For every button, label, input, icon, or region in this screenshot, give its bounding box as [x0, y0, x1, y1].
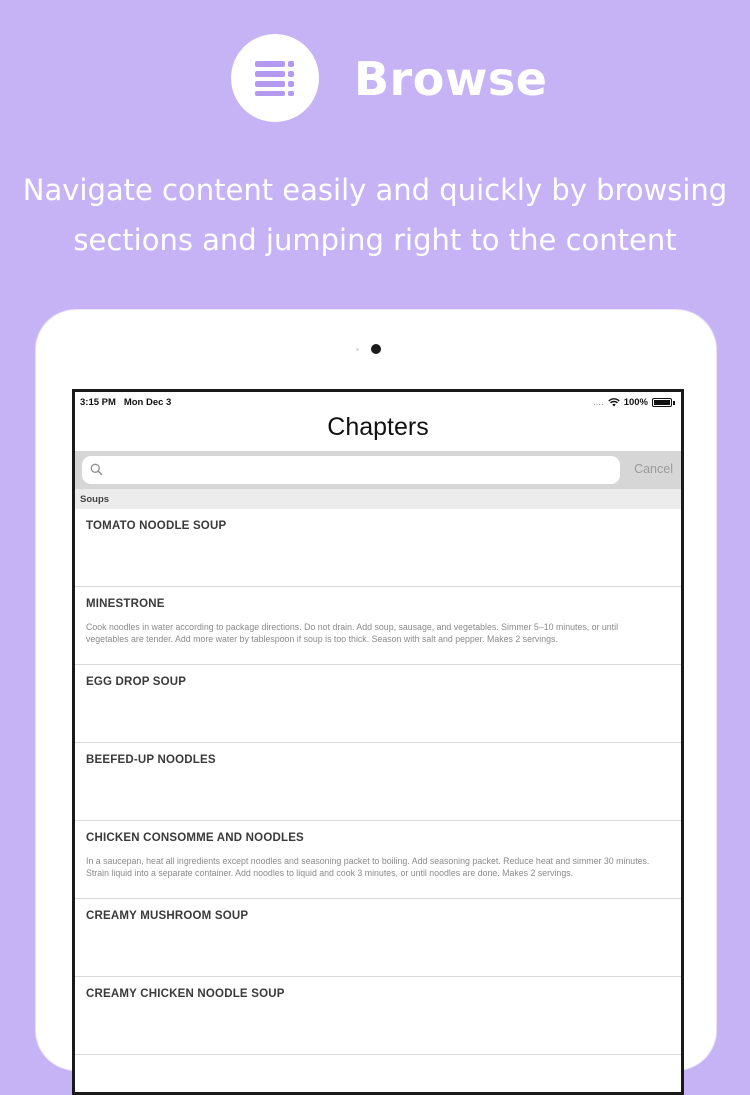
list-item[interactable] — [75, 509, 681, 587]
tagline-line-1: Navigate content easily and quickly by browsing — [22, 173, 728, 207]
tagline-line-2: sections and jumping right to the content — [73, 223, 677, 257]
battery-percent: 100% — [623, 397, 648, 408]
battery-tip — [673, 401, 675, 405]
nav-title: Chapters — [327, 413, 429, 441]
camera-icon — [371, 344, 381, 354]
search-field[interactable] — [82, 456, 620, 484]
hero-tagline — [0, 165, 750, 265]
cancel-button[interactable]: Cancel — [634, 462, 673, 476]
status-date: Mon Dec 3 — [123, 397, 172, 408]
search-bar — [75, 451, 681, 489]
status-clock: 3:15 PM — [80, 397, 116, 408]
tablet-frame — [36, 310, 716, 1070]
search-input[interactable] — [106, 456, 610, 486]
signal-icon: .... — [593, 397, 604, 408]
sensor-dot — [356, 348, 359, 351]
list-item[interactable] — [75, 743, 681, 821]
list-item[interactable] — [75, 665, 681, 743]
wifi-icon — [608, 398, 620, 407]
list-item[interactable] — [75, 977, 681, 1055]
chapter-list — [75, 509, 681, 1055]
list-icon — [253, 58, 297, 98]
search-icon — [90, 463, 103, 476]
item-title: BEEFED-UP NOODLES — [86, 754, 216, 766]
item-body: Cook noodles in water according to package directions. Do not drain. Add soup, sausage, and vegetables. Simmer 5–10 minutes, or until vegetables are tender. Add more water by tablespoon if soup is too thick. Season with salt and pepper. Makes 2 servings. — [86, 622, 619, 644]
item-title: CHICKEN CONSOMME AND NOODLES — [86, 832, 304, 844]
tablet-screen — [72, 389, 684, 1095]
battery-icon — [652, 398, 672, 407]
list-item[interactable] — [75, 587, 681, 665]
browse-icon-badge — [231, 34, 319, 122]
list-item[interactable] — [75, 899, 681, 977]
status-time — [80, 397, 171, 408]
item-title: MINESTRONE — [86, 598, 165, 610]
list-item[interactable] — [75, 821, 681, 899]
section-header — [75, 489, 681, 509]
hero-title: Browse — [354, 52, 548, 106]
item-title: CREAMY CHICKEN NOODLE SOUP — [86, 988, 285, 1000]
status-indicators — [593, 397, 675, 408]
item-title: EGG DROP SOUP — [86, 676, 187, 688]
item-title: TOMATO NOODLE SOUP — [86, 520, 227, 532]
item-body: In a saucepan, heat all ingredients except noodles and seasoning packet to boiling. Add seasoning packet. Reduce heat and simmer 30 minutes. Strain liquid into a separate container. Add noodles to liquid and cook 3 minutes, or until noodles are done. Makes 2 servings. — [86, 856, 650, 878]
section-title: Soups — [80, 494, 110, 505]
item-title: CREAMY MUSHROOM SOUP — [86, 910, 249, 922]
